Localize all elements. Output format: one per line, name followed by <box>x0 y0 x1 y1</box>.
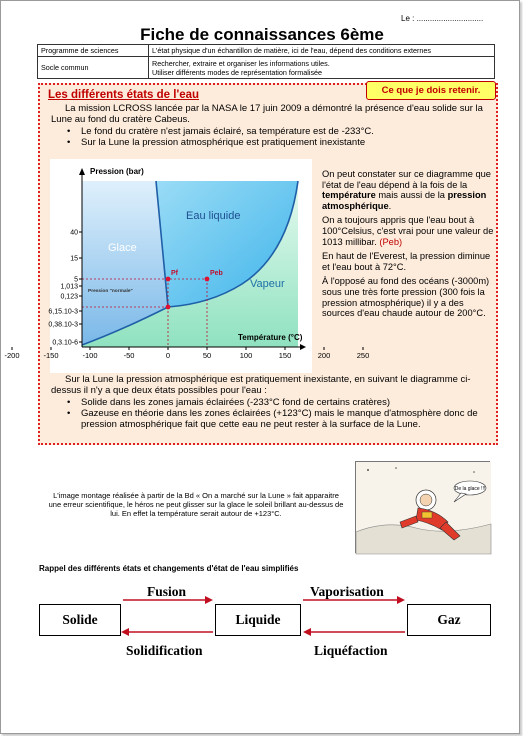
socle-line-1: Rechercher, extraire et organiser les informations utiles. <box>152 58 330 68</box>
page-title: Fiche de connaissances 6ème <box>140 25 384 44</box>
region-label-vapour: Vapeur <box>250 278 285 290</box>
point-label: Peb <box>210 270 223 277</box>
chart-point <box>205 277 210 282</box>
x-tick-label: 250 <box>356 351 370 360</box>
fusion-label: Fusion <box>147 584 187 599</box>
intro-bullets <box>63 126 483 148</box>
y-tick-label: 15 <box>70 255 78 263</box>
x-tick-label: -150 <box>43 351 59 360</box>
x-tick-label: 200 <box>317 351 331 360</box>
bullet-item: • Le fond du cratère n'est jamais éclairé, sa température est de -233°C. <box>63 126 483 137</box>
y-tick-label: 0,123 <box>60 293 78 301</box>
chart-point <box>166 305 171 310</box>
program-value: L'état physique d'un échantillon de matière, ici de l'eau, dépend des conditions externes <box>149 45 495 57</box>
x-axis-arrow <box>300 344 306 350</box>
retain-badge: Ce que je dois retenir. <box>366 81 496 100</box>
bullet-item: • Solide dans les zones jamais éclairées (-233°C fond de certains cratères) <box>63 397 487 408</box>
chart-point <box>166 277 171 282</box>
explanation-2: On a toujours appris que l'eau bout à 100°Celsius, c'est vrai pour une valeur de 1013 millibar. (Peb) <box>322 215 494 247</box>
state-gas: Gaz <box>407 604 491 636</box>
moon-bullets <box>63 397 487 430</box>
region-label-ice: Glace <box>108 242 137 254</box>
date-field: Le : .............................. <box>401 14 484 23</box>
x-tick-label: 0 <box>165 351 171 360</box>
program-label: Programme de sciences <box>38 45 149 57</box>
region-label-liquid: Eau liquide <box>186 210 241 222</box>
x-tick-label: -100 <box>82 351 98 360</box>
y-tick-label: 0,38.10-3 <box>48 321 78 329</box>
changes-arrows <box>1 591 523 651</box>
x-tick-label: 50 <box>202 351 212 360</box>
comic-bubble-text: De la glace !!! <box>454 486 486 492</box>
state-liquid: Liquide <box>215 604 301 636</box>
phase-diagram <box>4 159 370 373</box>
comic-illustration <box>356 462 491 554</box>
x-axis-label: Température (°C) <box>238 333 303 342</box>
x-tick-label: -200 <box>4 351 20 360</box>
changes-title: Rappel des différents états et changements d'état de l'eau simplifiés <box>39 564 299 573</box>
y-tick-label: 6,15.10-3 <box>48 308 78 316</box>
point-label: Pf <box>171 270 178 277</box>
socle-line-2: Utiliser différents modes de représentation formalisée <box>152 67 323 77</box>
socle-value <box>149 57 495 79</box>
x-tick-label: 150 <box>278 351 292 360</box>
solidification-label: Solidification <box>126 643 203 658</box>
explanation-4: À l'opposé au fond des océans (-3000m) sous une très forte pression (300 fois la pression atmosphérique) il y a des sources d'eau chaude autour de 200°C. <box>322 276 490 319</box>
y-tick-label: 1,013 <box>60 283 78 291</box>
y-tick-label: 0,3.10-6 <box>52 339 78 347</box>
y-axis-arrow <box>79 168 85 175</box>
x-tick-label: 100 <box>239 351 253 360</box>
y-tick-label: 40 <box>70 229 78 237</box>
phase-diagram-svg <box>4 159 370 373</box>
y-tick-label: 5 <box>74 276 78 284</box>
intro-paragraph: La mission LCROSS lancée par la NASA le 17 juin 2009 a démontré la présence d'eau solide sur la Lune au fond du cratère Cabeus. <box>51 103 483 125</box>
x-tick-label: -50 <box>123 351 135 360</box>
socle-label: Socle commun <box>38 57 149 79</box>
y-ticks <box>48 230 82 347</box>
diagram-explanation <box>322 169 496 323</box>
normal-pressure-annotation: Pression "normale" <box>88 289 133 294</box>
explanation-3: En haut de l'Everest, la pression diminue et l'eau bout à 72°C. <box>322 251 491 272</box>
comic-image <box>355 461 490 553</box>
comic-caption: L'image montage réalisée à partir de la Bd « On a marché sur la Lune » fait apparaitre une erreur scientifique, le héros ne peut glisser sur la glace le soleil brillant au-dessus de lui. En effet la température serait autour de +123°C. <box>48 491 344 518</box>
moon-paragraph: Sur la Lune la pression atmosphérique est pratiquement inexistante, en suivant le diagramme ci-dessus il n'y a que deux états possibles pour l'eau : <box>51 374 471 396</box>
state-solid: Solide <box>39 604 121 636</box>
bullet-item: • Gazeuse en théorie dans les zones éclairées (+123°C) mais le manque d'atmosphère donc de pression atmosphérique fait que cette eau ne peut rester à la surface de la Lune. <box>63 408 487 430</box>
y-axis-label: Pression (bar) <box>90 167 144 176</box>
bullet-item: • Sur la Lune la pression atmosphérique est pratiquement inexistante <box>63 137 483 148</box>
liquefaction-label: Liquéfaction <box>314 643 388 658</box>
header-table <box>37 44 495 79</box>
section-title: Les différents états de l'eau <box>48 89 200 101</box>
vaporisation-label: Vaporisation <box>310 584 384 599</box>
explanation-1: On peut constater sur ce diagramme que l'état de l'eau dépend à la fois de la température mais aussi de la pression atmosphérique. <box>322 169 491 211</box>
